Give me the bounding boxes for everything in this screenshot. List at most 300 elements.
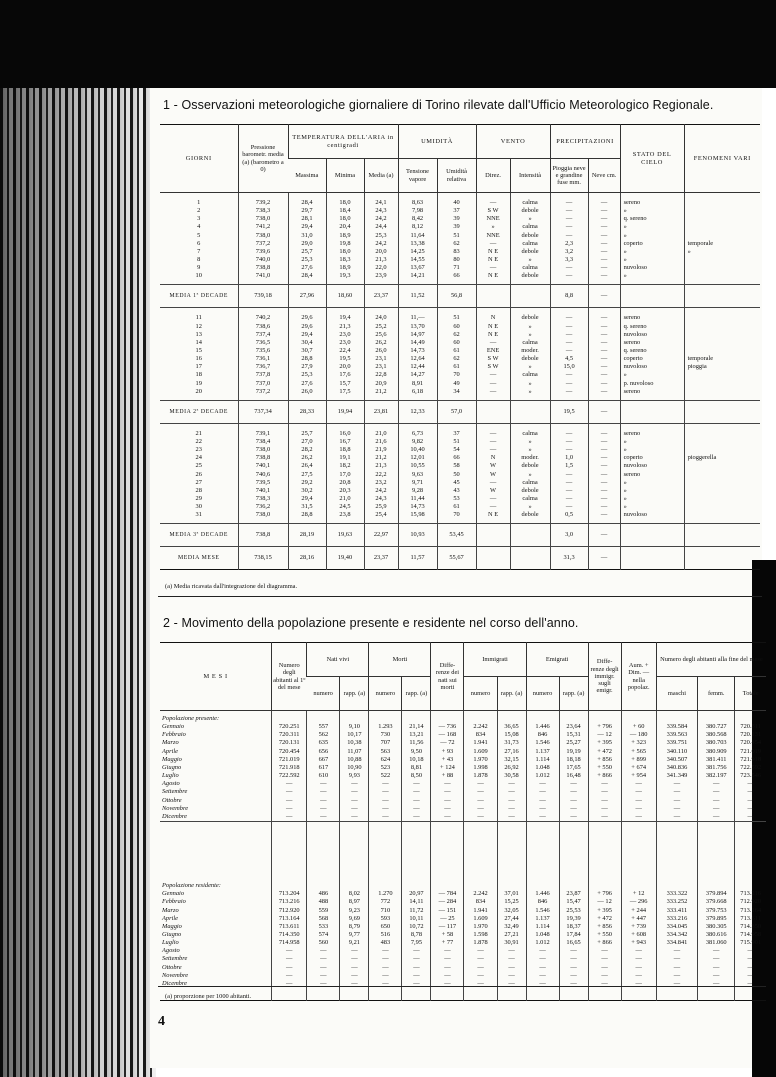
sky-value: sereno	[623, 199, 641, 206]
wind-intensity-value: debole	[521, 511, 539, 519]
wind-intensity-value: calma	[522, 239, 538, 247]
vapour-value: 9,63	[411, 470, 424, 478]
population-value-cell: —	[588, 955, 621, 963]
pressure-value: 740,2	[255, 314, 271, 322]
pressure-value: 738,3	[255, 207, 271, 215]
population-value-cell: —	[656, 805, 697, 813]
population-value-cell: —	[431, 980, 464, 988]
population-value-cell: 714.958	[735, 931, 766, 939]
sky-value: nuvoloso	[623, 511, 647, 519]
residente-row	[160, 923, 766, 931]
population-value-cell: 667	[307, 756, 340, 764]
vapour-value: 14,73	[410, 503, 425, 511]
mean-temp-value: 21,6	[375, 437, 387, 445]
average-label: MEDIA 3ª DECADE	[160, 524, 238, 547]
population-value-cell: —	[272, 955, 307, 963]
pressure-cell	[238, 308, 288, 400]
population-value-cell: + 856	[588, 923, 621, 931]
header-media: Media (a)	[364, 159, 398, 193]
table1-bottom-rule	[158, 596, 762, 597]
average-label: MEDIA 2ª DECADE	[160, 400, 238, 423]
population-value-cell: 16,65	[559, 939, 588, 947]
presente-row	[160, 813, 766, 822]
spacer-cell	[526, 822, 559, 879]
population-value-cell: + 565	[621, 748, 656, 756]
mean-temp-value: 21,3	[375, 255, 387, 263]
population-value-cell: 379.753	[698, 907, 735, 915]
presente-row	[160, 756, 766, 764]
scan-page-stack-shadow	[0, 88, 156, 1077]
day-value: 22	[195, 437, 202, 445]
population-value-cell: 1.048	[526, 931, 559, 939]
population-value-cell: 1.137	[526, 915, 559, 923]
population-value-cell: 37,01	[497, 890, 526, 898]
population-value-cell: —	[735, 980, 766, 988]
snow-cell	[588, 423, 620, 524]
min-temp-value: 20,3	[339, 486, 351, 494]
mean-temp-value: 21,0	[375, 429, 387, 437]
sky-value: q. sereno	[623, 346, 647, 354]
average-umidita-cell: 56,8	[437, 285, 476, 308]
phenomena-value: temporale	[687, 239, 714, 247]
mean-temp-value: 22,0	[375, 264, 387, 272]
population-value-cell: — 180	[621, 731, 656, 739]
max-temp-value: 30,2	[301, 486, 313, 494]
spacer-cell	[402, 988, 431, 1001]
spacer-cell	[431, 988, 464, 1001]
average-empty-cell	[684, 547, 760, 570]
population-value-cell: 834	[464, 731, 497, 739]
decade-3-average-row	[160, 524, 760, 547]
population-value-cell: 568	[307, 915, 340, 923]
population-value-cell: 721.918	[272, 764, 307, 772]
population-value-cell: + 943	[621, 939, 656, 947]
population-value-cell: —	[340, 797, 369, 805]
phenomena-value	[688, 511, 760, 519]
population-value-cell: —	[526, 947, 559, 955]
population-value-cell: 14,11	[402, 898, 431, 906]
month-label: Settembre	[162, 788, 188, 796]
humidity-value: 53	[453, 494, 460, 502]
population-value-cell: —	[402, 980, 431, 988]
population-value-cell: —	[698, 972, 735, 980]
sky-value: sereno	[623, 338, 641, 346]
header-pressione: Pressione barometr. media (a) (barometro a 0)	[238, 125, 288, 193]
month-label: Dicembre	[162, 812, 187, 820]
pressure-value: 737,2	[255, 239, 271, 247]
population-value-cell: —	[464, 780, 497, 788]
sky-value: »	[623, 231, 627, 239]
vapour-value: 14,73	[410, 346, 425, 354]
population-value-cell: —	[307, 788, 340, 796]
population-value-cell: 846	[526, 898, 559, 906]
population-value-cell: 723.546	[735, 772, 766, 780]
population-value-cell: —	[621, 788, 656, 796]
day-value: 14	[195, 338, 202, 346]
humidity-value: 51	[453, 314, 460, 322]
humidity-value: 62	[453, 330, 460, 338]
population-value-cell: 36,65	[497, 723, 526, 731]
population-value-cell: 334.045	[656, 923, 697, 931]
rain-value: —	[565, 446, 573, 454]
population-value-cell: —	[402, 947, 431, 955]
humidity-value: 50	[453, 470, 460, 478]
snow-value: —	[600, 231, 608, 239]
spacer-cell	[559, 822, 588, 879]
vapour-value: 12,44	[410, 363, 425, 371]
header-precipitazioni: PRECIPITAZIONI	[550, 125, 620, 159]
min-temp-value: 19,5	[339, 355, 351, 363]
population-value-cell: 1.609	[464, 748, 497, 756]
pressure-value: 741,0	[255, 272, 271, 280]
min-temp-value: 23,0	[339, 330, 351, 338]
population-value-cell: —	[431, 813, 464, 822]
average-media-cell: 23,37	[364, 285, 398, 308]
population-value-cell: —	[464, 805, 497, 813]
population-value-cell: —	[307, 813, 340, 822]
spacer-cell	[588, 711, 621, 724]
mean-temp-value: 26,0	[375, 346, 387, 354]
month-label: Marzo	[162, 739, 179, 747]
pressure-value: 738,8	[255, 454, 271, 462]
min-temp-value: 21,3	[339, 322, 351, 330]
rain-value: —	[565, 379, 573, 387]
snow-value: —	[600, 346, 608, 354]
vapour-value: 13,70	[410, 322, 425, 330]
population-value-cell: + 323	[621, 739, 656, 747]
population-value-cell: 381.411	[698, 756, 735, 764]
population-value-cell: 1.941	[464, 739, 497, 747]
pressure-value: 736,2	[255, 503, 271, 511]
population-value-cell: —	[497, 972, 526, 980]
average-empty-cell	[510, 285, 550, 308]
spacer-cell	[735, 878, 766, 890]
decade-1-rows	[160, 193, 760, 285]
presente-section-label-row	[160, 711, 766, 724]
population-value-cell: 9,21	[340, 939, 369, 947]
header-differenze-nati-morti: Diffe- renze dei nati sui morti	[431, 643, 464, 711]
population-value-cell: 340.110	[656, 748, 697, 756]
population-value-cell: —	[402, 788, 431, 796]
population-value-cell: 712.920	[735, 898, 766, 906]
wind-intensity-value: »	[528, 379, 532, 387]
spacer-cell	[340, 988, 369, 1001]
wind-intensity-cell	[510, 193, 550, 285]
mean-temp-value: 22,8	[375, 371, 387, 379]
min-temp-value: 19,4	[339, 314, 351, 322]
rain-value: 15,0	[563, 363, 575, 371]
population-value-cell: + 550	[588, 931, 621, 939]
population-value-cell: —	[656, 964, 697, 972]
population-value-cell: —	[698, 980, 735, 988]
mean-temp-value: 23,1	[375, 355, 387, 363]
population-value-cell: 1.941	[464, 907, 497, 915]
average-empty-cell	[620, 547, 684, 570]
min-temp-value: 15,7	[339, 379, 351, 387]
day-value: 15	[195, 346, 202, 354]
population-value-cell: —	[369, 797, 402, 805]
month-label: Maggio	[162, 755, 182, 763]
spacer-cell	[402, 711, 431, 724]
population-value-cell: 720.251	[272, 723, 307, 731]
spacer-cell	[656, 988, 697, 1001]
wind-dir-value: NNE	[486, 231, 500, 239]
population-value-cell: —	[431, 955, 464, 963]
phenomena-value	[688, 272, 760, 280]
rain-value: —	[565, 330, 573, 338]
wind-dir-value: —	[489, 199, 497, 206]
population-value-cell: 846	[526, 731, 559, 739]
spacer-cell	[526, 711, 559, 724]
day-value: 16	[195, 355, 202, 363]
vapour-value: 6,18	[411, 387, 424, 395]
population-value-cell: —	[497, 805, 526, 813]
sky-value: q. sereno	[623, 322, 647, 330]
snow-value: —	[600, 363, 608, 371]
spacer-cell	[272, 988, 307, 1001]
population-value-cell: —	[272, 972, 307, 980]
population-value-cell: 8,50	[402, 772, 431, 780]
population-value-cell: —	[621, 780, 656, 788]
header-morti: Morti	[369, 643, 431, 677]
decade-3-rows	[160, 423, 760, 524]
header-fenomeni: FENOMENI VARI	[684, 125, 760, 193]
day-value: 19	[195, 379, 202, 387]
vapour-value: 10,55	[410, 462, 425, 470]
min-temp-value: 17,5	[339, 387, 351, 395]
population-value-cell: 31,73	[497, 739, 526, 747]
header-aumento-diminuzione: Aum. + Dim. — nella popolaz.	[621, 643, 656, 711]
population-value-cell: 2.242	[464, 890, 497, 898]
wind-dir-value: —	[489, 478, 497, 486]
population-value-cell: —	[340, 972, 369, 980]
header-emigrati: Emigrati	[526, 643, 588, 677]
population-value-cell: 2.242	[464, 723, 497, 731]
population-value-cell: 1.609	[464, 915, 497, 923]
humidity-value: 62	[453, 355, 460, 363]
snow-value: —	[600, 330, 608, 338]
population-value-cell: —	[431, 797, 464, 805]
pressure-value: 737,4	[255, 330, 271, 338]
max-temp-value: 28,4	[301, 199, 313, 206]
snow-value: —	[600, 371, 608, 379]
average-umidita-cell: 55,67	[437, 547, 476, 570]
population-value-cell: —	[735, 947, 766, 955]
wind-dir-value: S W	[487, 207, 499, 215]
vapour-value: 13,38	[410, 239, 425, 247]
population-value-cell: —	[402, 955, 431, 963]
average-minima-cell: 18,60	[326, 285, 364, 308]
humidity-value: 61	[453, 346, 460, 354]
vapour-value: 12,01	[410, 454, 425, 462]
humidity-value: 83	[453, 247, 460, 255]
wind-dir-value: »	[491, 223, 495, 231]
day-cell	[160, 193, 238, 285]
population-value-cell: —	[369, 980, 402, 988]
population-value-cell: + 447	[621, 915, 656, 923]
population-value-cell: —	[559, 947, 588, 955]
sky-value: »	[623, 247, 627, 255]
sky-cell	[620, 423, 684, 524]
population-value-cell: —	[559, 813, 588, 822]
snow-value: —	[600, 387, 608, 395]
mean-temp-value: 25,3	[375, 231, 387, 239]
page-number: 4	[158, 1014, 165, 1029]
population-value-cell: + 472	[588, 915, 621, 923]
average-empty-cell	[476, 285, 510, 308]
population-value-cell: 516	[369, 931, 402, 939]
phenomena-value	[688, 430, 760, 438]
presente-row	[160, 748, 766, 756]
population-value-cell: 593	[369, 915, 402, 923]
population-value-cell: —	[431, 964, 464, 972]
min-temp-value: 20,4	[339, 223, 351, 231]
humidity-value: 39	[453, 223, 460, 231]
month-label: Novembre	[162, 804, 189, 812]
average-media-cell: 23,37	[364, 547, 398, 570]
phenomena-cell	[684, 423, 760, 524]
population-value-cell: —	[464, 980, 497, 988]
population-value-cell: 1.114	[526, 756, 559, 764]
header-massima: Massima	[288, 159, 326, 193]
snow-value: —	[600, 470, 608, 478]
spacer-cell	[698, 822, 735, 879]
day-value: 12	[195, 322, 202, 330]
rain-value: —	[565, 215, 573, 223]
population-value-cell: 339.751	[656, 739, 697, 747]
phenomena-value	[688, 215, 760, 223]
population-value-cell: —	[272, 780, 307, 788]
wind-intensity-value: debole	[521, 207, 539, 215]
population-value-cell: —	[735, 964, 766, 972]
average-empty-cell	[476, 400, 510, 423]
header-intensita: Intensità	[510, 159, 550, 193]
residente-row	[160, 898, 766, 906]
mean-temp-value: 23,1	[375, 363, 387, 371]
snow-value: —	[600, 239, 608, 247]
population-value-cell: — 284	[431, 898, 464, 906]
day-value: 26	[195, 470, 202, 478]
wind-dir-value: —	[489, 494, 497, 502]
population-value-cell: —	[307, 947, 340, 955]
average-pressione-cell: 738,8	[238, 524, 288, 547]
population-value-cell: —	[369, 813, 402, 822]
population-value-cell: 380.727	[698, 723, 735, 731]
population-value-cell: 379.668	[698, 898, 735, 906]
weather-table	[160, 124, 760, 570]
spacer-cell	[307, 711, 340, 724]
snow-value: —	[600, 314, 608, 322]
spacer-cell	[272, 878, 307, 890]
population-value-cell: 10,38	[340, 739, 369, 747]
min-temp-cell	[326, 423, 364, 524]
population-value-cell: 32,05	[497, 907, 526, 915]
population-value-cell: —	[340, 947, 369, 955]
population-value-cell: —	[464, 813, 497, 822]
min-temp-value: 21,0	[339, 494, 351, 502]
spacer-cell	[656, 878, 697, 890]
population-value-cell: 10,17	[340, 731, 369, 739]
snow-value: —	[600, 379, 608, 387]
population-value-cell: —	[402, 972, 431, 980]
population-value-cell: —	[735, 788, 766, 796]
max-temp-value: 27,0	[301, 437, 313, 445]
population-value-cell: — 12	[588, 731, 621, 739]
population-value-cell: —	[431, 780, 464, 788]
population-value-cell: 8,78	[402, 931, 431, 939]
population-value-cell: —	[559, 780, 588, 788]
rain-value: —	[565, 338, 573, 346]
spacer-cell	[307, 822, 340, 879]
average-empty-cell	[510, 547, 550, 570]
sky-value: »	[623, 272, 627, 280]
population-value-cell: 339.563	[656, 731, 697, 739]
snow-value: —	[600, 462, 608, 470]
wind-dir-value: —	[489, 437, 497, 445]
population-value-cell: —	[735, 805, 766, 813]
sky-value: »	[623, 486, 627, 494]
population-value-cell: —	[559, 955, 588, 963]
population-value-cell: 722.592	[735, 764, 766, 772]
phenomena-value	[688, 371, 760, 379]
residente-row	[160, 907, 766, 915]
sky-value: sereno	[623, 470, 641, 478]
max-temp-value: 29,4	[301, 223, 313, 231]
population-value-cell: —	[559, 788, 588, 796]
population-value-cell: —	[559, 805, 588, 813]
max-temp-value: 30,7	[301, 346, 313, 354]
residente-section-label-row	[160, 878, 766, 890]
pressure-value: 740,1	[255, 486, 271, 494]
mean-temp-value: 21,3	[375, 462, 387, 470]
phenomena-value: »	[687, 247, 691, 255]
scan-border-top	[0, 0, 776, 88]
wind-intensity-value: »	[528, 437, 532, 445]
population-value-cell: 10,11	[402, 915, 431, 923]
max-temp-value: 25,3	[301, 371, 313, 379]
sky-value: nuvoloso	[623, 264, 647, 272]
population-value-cell: 721.019	[735, 748, 766, 756]
min-temp-cell	[326, 308, 364, 400]
average-massima-cell: 28,33	[288, 400, 326, 423]
population-value-cell: —	[735, 972, 766, 980]
header-totale: Totale	[735, 677, 766, 711]
min-temp-value: 19,1	[339, 454, 351, 462]
sky-value: p. nuvoloso	[623, 379, 654, 387]
population-value-cell: —	[369, 780, 402, 788]
population-value-cell: —	[340, 788, 369, 796]
rain-value: —	[565, 346, 573, 354]
day-value: 24	[195, 454, 202, 462]
average-empty-cell	[510, 400, 550, 423]
population-value-cell: 9,77	[340, 931, 369, 939]
population-value-cell: — 72	[431, 739, 464, 747]
snow-value: —	[600, 429, 608, 437]
population-value-cell: + 60	[621, 723, 656, 731]
population-value-cell: —	[656, 813, 697, 822]
sky-value: coperto	[623, 355, 643, 363]
population-value-cell: 483	[369, 939, 402, 947]
spacer-cell	[160, 822, 272, 879]
month-label: Ottobre	[162, 963, 182, 971]
spacer-cell	[588, 878, 621, 890]
snow-value: —	[600, 215, 608, 223]
snow-value: —	[600, 511, 608, 519]
humidity-value: 60	[453, 322, 460, 330]
day-value: 4	[197, 223, 201, 231]
wind-intensity-value: calma	[522, 264, 538, 272]
average-massima-cell: 27,96	[288, 285, 326, 308]
